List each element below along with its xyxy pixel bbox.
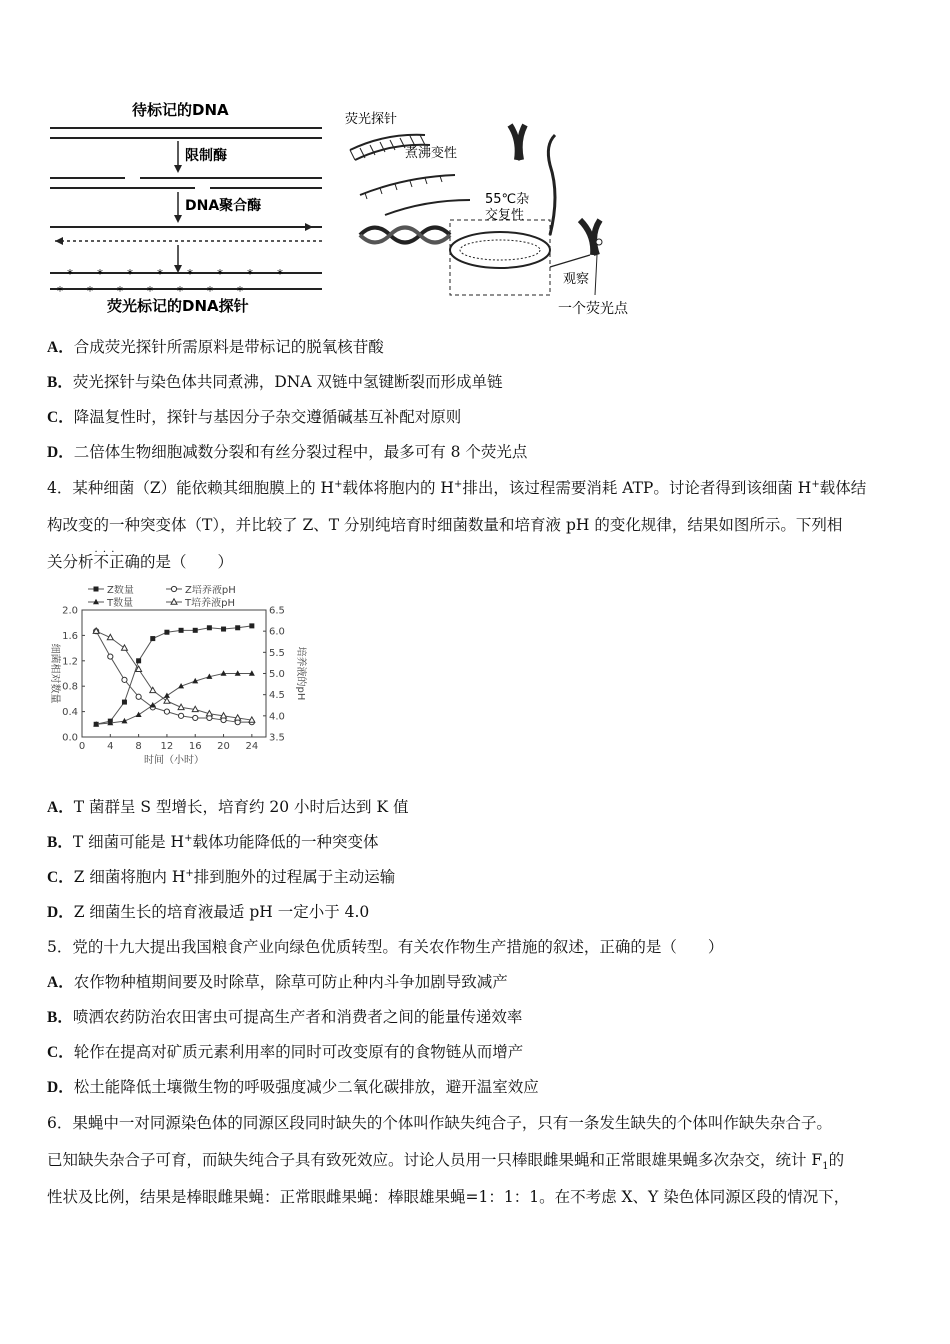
y-left-tick-label: 2.0 [62, 605, 78, 617]
svg-text:*: * [127, 267, 133, 281]
x-tick-label: 4 [107, 741, 114, 752]
legend-label: T培养液pH [185, 598, 235, 609]
legend-label: T数量 [107, 598, 134, 609]
data-point [122, 700, 127, 705]
x-axis-label: 时间（小时） [144, 755, 204, 766]
data-point [136, 694, 141, 699]
bacteria-growth-chart [40, 585, 310, 775]
y-right-tick-label: 5.5 [269, 647, 285, 659]
data-point [164, 709, 169, 714]
data-point [179, 628, 184, 633]
dna-top-label: 待标记的DNA [132, 101, 229, 119]
q3-option-b: B．荧光探针与染色体共同煮沸，DNA 双链中氢键断裂而形成单链 [47, 373, 503, 391]
probe-label: 荧光探针 [345, 112, 398, 127]
data-point [221, 627, 226, 632]
data-point [193, 715, 198, 720]
data-point [178, 713, 183, 718]
svg-text:*: * [217, 267, 223, 281]
svg-text:*: * [207, 284, 213, 298]
y-right-tick-label: 6.0 [269, 626, 285, 638]
restriction-enzyme-label: 限制酶 [185, 148, 227, 164]
legend-marker [94, 587, 99, 592]
q5-stem: 5．党的十九大提出我国粮食产业向绿色优质转型。有关农作物生产措施的叙述，正确的是（ ） [47, 938, 724, 956]
series-line-1 [96, 626, 252, 724]
y-left-tick-label: 0.4 [62, 707, 78, 719]
q5-option-a: A．农作物种植期间要及时除草，除草可防止种内斗争加剧导致减产 [47, 973, 508, 991]
y-left-tick-label: 1.2 [62, 656, 78, 668]
legend-marker [171, 586, 176, 591]
data-point [235, 625, 240, 630]
legend-label: Z数量 [107, 585, 134, 596]
svg-text:*: * [117, 284, 123, 298]
svg-text:*: * [247, 267, 253, 281]
q4-option-b: B．T 细菌可能是 H+载体功能降低的一种突变体 [47, 832, 379, 851]
dna-labeling-figure [45, 95, 335, 320]
observe-label: 观察 [563, 272, 590, 287]
q3-option-d: D．二倍体生物细胞减数分裂和有丝分裂过程中，最多可有 8 个荧光点 [47, 443, 528, 461]
data-point [150, 636, 155, 641]
y-left-axis-label: 细菌相对数量 [49, 643, 60, 704]
y-left-tick-label: 1.6 [62, 630, 78, 642]
svg-text:*: * [67, 267, 73, 281]
q3-option-a: A．合成荧光探针所需原料是带标记的脱氧核苷酸 [47, 338, 384, 356]
x-tick-label: 16 [188, 741, 202, 752]
q3-option-c: C．降温复性时，探针与基因分子杂交遵循碱基互补配对原则 [47, 408, 462, 426]
q6-stem-line1: 6．果蝇中一对同源染色体的同源区段同时缺失的个体叫作缺失纯合子，只有一条发生缺失的个体叫作缺失杂合子。 [47, 1114, 832, 1132]
svg-text:*: * [147, 284, 153, 298]
y-left-tick-label: 0.0 [62, 732, 78, 744]
svg-text:*: * [187, 267, 193, 281]
data-point [150, 702, 156, 707]
y-right-tick-label: 3.5 [269, 732, 285, 744]
q6-stem-line2: 已知缺失杂合子可育，而缺失纯合子具有致死效应。讨论人员用一只棒眼雌果蝇和正常眼雄果蝇多次杂交，统计 $F_1$的 [47, 1151, 845, 1173]
x-tick-label: 0 [78, 741, 86, 752]
data-point [136, 658, 141, 663]
q5-option-c: C．轮作在提高对矿质元素利用率的同时可改变原有的食物链从而增产 [47, 1043, 524, 1061]
data-point [193, 628, 198, 633]
dna-polymerase-label: DNA聚合酶 [185, 198, 262, 214]
q5-option-d: D．松土能降低土壤微生物的呼吸强度减少二氧化碳排放，避开温室效应 [47, 1078, 539, 1096]
q4-option-c: C．Z 细菌将胞内 H+排到胞外的过程属于主动运输 [47, 867, 396, 886]
anneal-label-2: 交复性 [485, 208, 525, 223]
q4-stem-line3: 关分析不正确 · · ·的是（ ） [47, 552, 233, 572]
x-tick-label: 20 [217, 741, 230, 752]
q4-option-a: A．T 菌群呈 S 型增长，培育约 20 小时后达到 K 值 [47, 798, 409, 816]
data-point [121, 645, 127, 650]
boil-label: 煮沸变性 [405, 146, 458, 161]
svg-text:*: * [97, 267, 103, 281]
data-point [122, 677, 127, 682]
x-tick-label: 24 [245, 741, 259, 752]
y-right-tick-label: 5.0 [269, 669, 285, 680]
data-point [164, 630, 169, 635]
svg-text:*: * [277, 267, 283, 281]
y-right-axis-label: 培养液的pH [295, 646, 306, 701]
q6-stem-line3: 性状及比例，结果是棒眼雌果蝇：正常眼雌果蝇：棒眼雄果蝇=1：1：1。在不考虑 X、Y 染色体同源区段的情况下， [47, 1188, 850, 1206]
data-point [207, 625, 212, 630]
y-right-tick-label: 4.5 [269, 690, 285, 702]
y-left-tick-label: 0.8 [62, 681, 78, 693]
data-point [136, 712, 142, 717]
svg-text:*: * [157, 267, 163, 281]
data-point [249, 623, 254, 628]
x-tick-label: 8 [135, 741, 142, 752]
series-line-4 [96, 631, 252, 720]
q4-stem-line1: 4．某种细菌（Z）能依赖其细胞膜上的 H+载体将胞内的 H+排出，该过程需要消耗 ATP。讨论者得到该细菌 H+载体结 [47, 478, 867, 497]
svg-text:*: * [57, 284, 63, 298]
legend-label: Z培养液pH [185, 585, 236, 596]
labeled-probe-label: 荧光标记的DNA探针 [107, 297, 249, 315]
svg-text:*: * [237, 284, 243, 298]
q5-option-b: B．喷洒农药防治农田害虫可提高生产者和消费者之间的能量传递效率 [47, 1008, 523, 1026]
data-point [164, 698, 170, 703]
svg-text:*: * [87, 284, 93, 298]
anneal-label-1: 55℃杂 [485, 192, 530, 207]
probe-hybridization-figure [345, 105, 645, 325]
q4-stem-line2: 构改变的一种突变体（T），并比较了 Z、T 分别纯培育时细菌数量和培育液 pH 的变化规律，结果如图所示。下列相 [47, 516, 843, 534]
q4-option-d: D．Z 细菌生长的培育液最适 pH 一定小于 4.0 [47, 903, 370, 921]
x-tick-label: 12 [160, 741, 174, 752]
svg-text:*: * [177, 284, 183, 298]
data-point [108, 654, 113, 659]
y-right-tick-label: 6.5 [269, 605, 285, 617]
fluorescent-spot-label: 一个荧光点 [558, 301, 628, 317]
y-right-tick-label: 4.0 [269, 711, 285, 723]
